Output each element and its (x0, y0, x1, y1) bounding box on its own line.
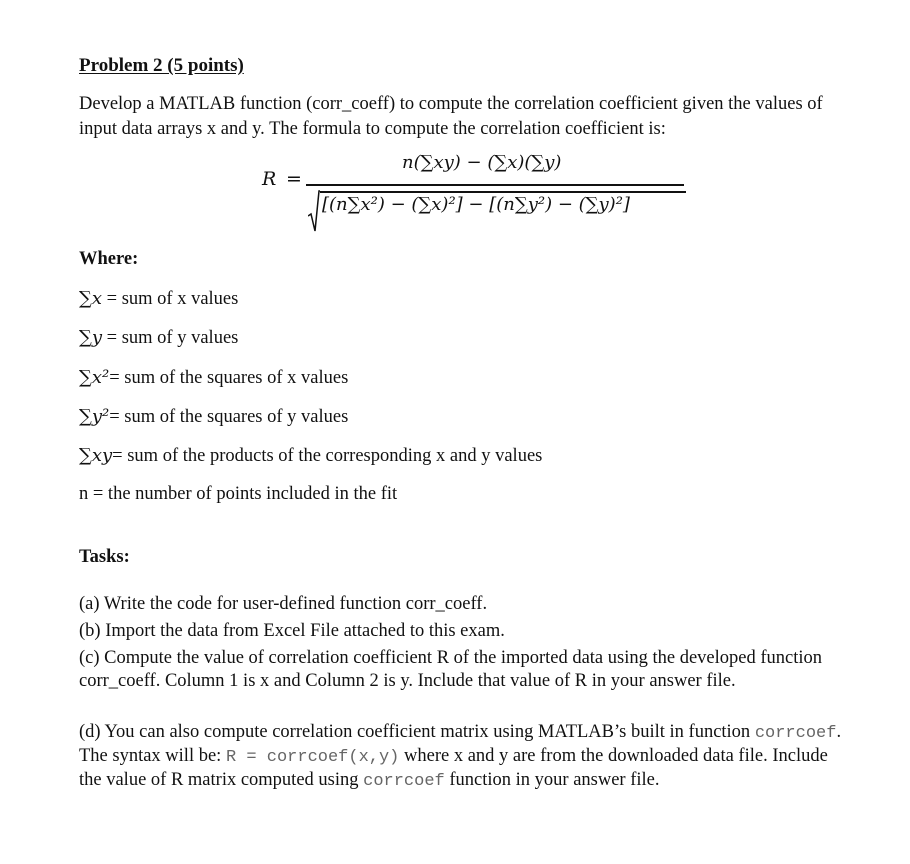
definition-n (79, 484, 397, 505)
fraction-bar (306, 184, 684, 186)
tasks-label: Tasks: (79, 547, 130, 567)
correlation-formula (262, 150, 692, 240)
definition-text: = sum of x values (102, 289, 239, 309)
definition-symbol: ∑x (79, 288, 103, 309)
definition-symbol: ∑xy (79, 445, 113, 466)
definition-symbol: n (79, 484, 89, 504)
formula-denominator: [(n∑x²) − (∑x)²] − [(n∑y²) − (∑y)²] (322, 194, 630, 215)
definition-symbol: ∑y (79, 327, 103, 348)
task-a: (a) Write the code for user-defined function corr_coeff. (79, 594, 488, 614)
task-d (79, 721, 849, 793)
definition-text: = sum of the squares of x values (109, 368, 349, 388)
task-c: (c) Compute the value of correlation coefficient R of the imported data using the developed function corr_coeff. Column 1 is x and Column 2 is y. Include that value of R in your answer file. (79, 648, 823, 691)
formula-lhs: R (262, 168, 277, 190)
square-root-bar (320, 191, 686, 193)
definition-text: = sum of the products of the corresponding x and y values (112, 446, 543, 466)
task-d-text: where x and y are from the downloaded data file. Include the value of R matrix computed using (79, 746, 828, 790)
task-d-text: (d) You can also compute correlation coefficient matrix using MATLAB’s built in function (79, 722, 755, 742)
formula-numerator: n(∑xy) − (∑x)(∑y) (402, 152, 562, 173)
definition-sum-xy (79, 445, 542, 467)
where-label: Where: (79, 249, 139, 269)
definition-text: = sum of the squares of y values (109, 407, 349, 427)
formula-equals: = (286, 168, 302, 190)
definition-text: = the number of points included in the fit (88, 484, 398, 504)
code-corrcoef: corrcoef (754, 724, 837, 743)
definition-sum-y (79, 327, 238, 349)
definition-text: = sum of y values (102, 328, 239, 348)
task-b: (b) Import the data from Excel File attached to this exam. (79, 621, 505, 641)
definition-sum-x-squared (79, 367, 348, 389)
problem-intro: Develop a MATLAB function (corr_coeff) to compute the correlation coefficient given the values of input data arrays x and y. The formula to compute the correlation coefficient is: (79, 94, 823, 139)
definition-sum-y-squared (79, 406, 348, 428)
definition-symbol: ∑y² (79, 406, 110, 427)
code-corrcoef: corrcoef (363, 772, 445, 791)
code-syntax: R = corrcoef(x,y) (225, 748, 400, 767)
task-d-text: function in your answer file. (444, 770, 660, 790)
square-root-icon (308, 190, 320, 232)
task-d-text: . The syntax will be: (79, 722, 842, 766)
problem-title: Problem 2 (5 points) (79, 55, 244, 76)
definition-symbol: ∑x² (79, 367, 110, 388)
definition-sum-x (79, 288, 238, 310)
